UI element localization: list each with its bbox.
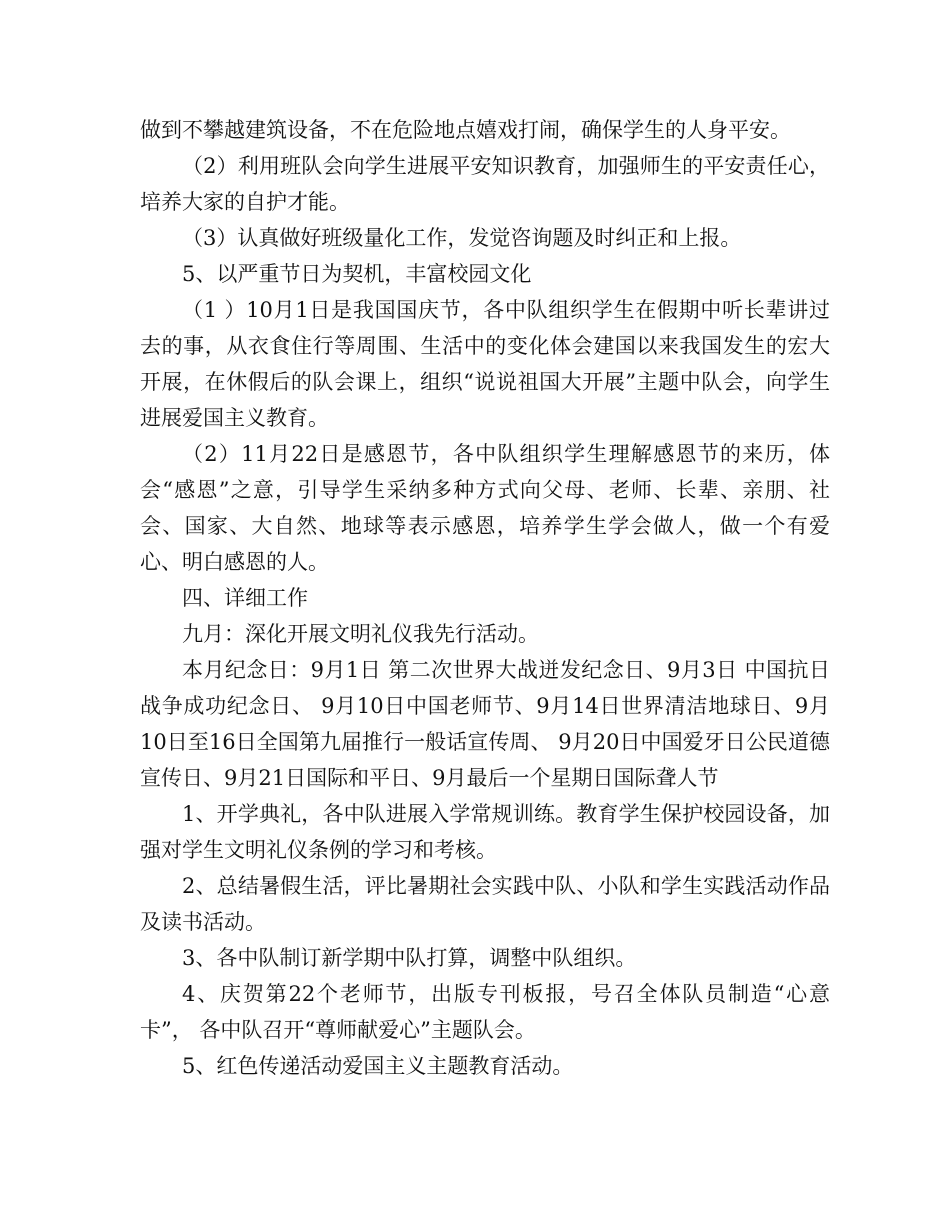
paragraph-national-day: （1 ）10月1日是我国国庆节，各中队组织学生在假期中听长辈讲过去的事，从衣食住行等周围、生活中的变化体会建国以来我国发生的宏大开展，在休假后的队会课上，组织“说说祖国大开展”主题中队会，向学生进展爱国主义教育。 bbox=[140, 298, 830, 430]
list-item-teachers-day: 4、庆贺第22个老师节，出版专刊板报，号召全体队员制造“心意卡”， 各中队召开“尊师献爱心”主题队会。 bbox=[140, 982, 830, 1042]
heading-detailed-work: 四、详细工作 bbox=[182, 586, 308, 610]
document-body bbox=[140, 112, 830, 1084]
paragraph-safety-continued: 做到不攀越建筑设备，不在危险地点嬉戏打闹，确保学生的人身平安。 bbox=[140, 118, 791, 142]
paragraph-safety-education: （2）利用班队会向学生进展平安知识教育，加强师生的平安责任心，培养大家的自护才能。 bbox=[140, 154, 830, 214]
list-item-opening-ceremony: 1、开学典礼，各中队进展入学常规训练。教育学生保护校园设备，加强对学生文明礼仪条例的学习和考核。 bbox=[140, 802, 830, 862]
list-item-semester-plan: 3、各中队制订新学期中队打算，调整中队组织。 bbox=[182, 946, 637, 970]
heading-festival-culture: 5、以严重节日为契机，丰富校园文化 bbox=[182, 262, 532, 286]
paragraph-commemoration-days: 本月纪念日：9月1日 第二次世界大战迸发纪念日、9月3日 中国抗日战争成功纪念日、 9月10日中国老师节、9月14日世界清洁地球日、9月10日至16日全国第九届推行一般话宣传周、 9月20日中国爱牙日公民道德宣传日、9月21日国际和平日、9月最后一个星期日国际聋人节 bbox=[140, 658, 830, 790]
paragraph-thanksgiving: （2）11月22日是感恩节，各中队组织学生理解感恩节的来历，体会“感恩”之意，引导学生采纳多种方式向父母、老师、长辈、亲朋、社会、国家、大自然、地球等表示感恩，培养学生学会做人，做一个有爱心、明白感恩的人。 bbox=[140, 442, 830, 574]
heading-september: 九月：深化开展文明礼仪我先行活动。 bbox=[182, 622, 539, 646]
paragraph-class-quantification: （3）认真做好班级量化工作，发觉咨询题及时纠正和上报。 bbox=[182, 226, 742, 250]
list-item-red-relay: 5、红色传递活动爱国主义主题教育活动。 bbox=[182, 1054, 574, 1078]
list-item-summer-summary: 2、总结暑假生活，评比暑期社会实践中队、小队和学生实践活动作品及读书活动。 bbox=[140, 874, 830, 934]
